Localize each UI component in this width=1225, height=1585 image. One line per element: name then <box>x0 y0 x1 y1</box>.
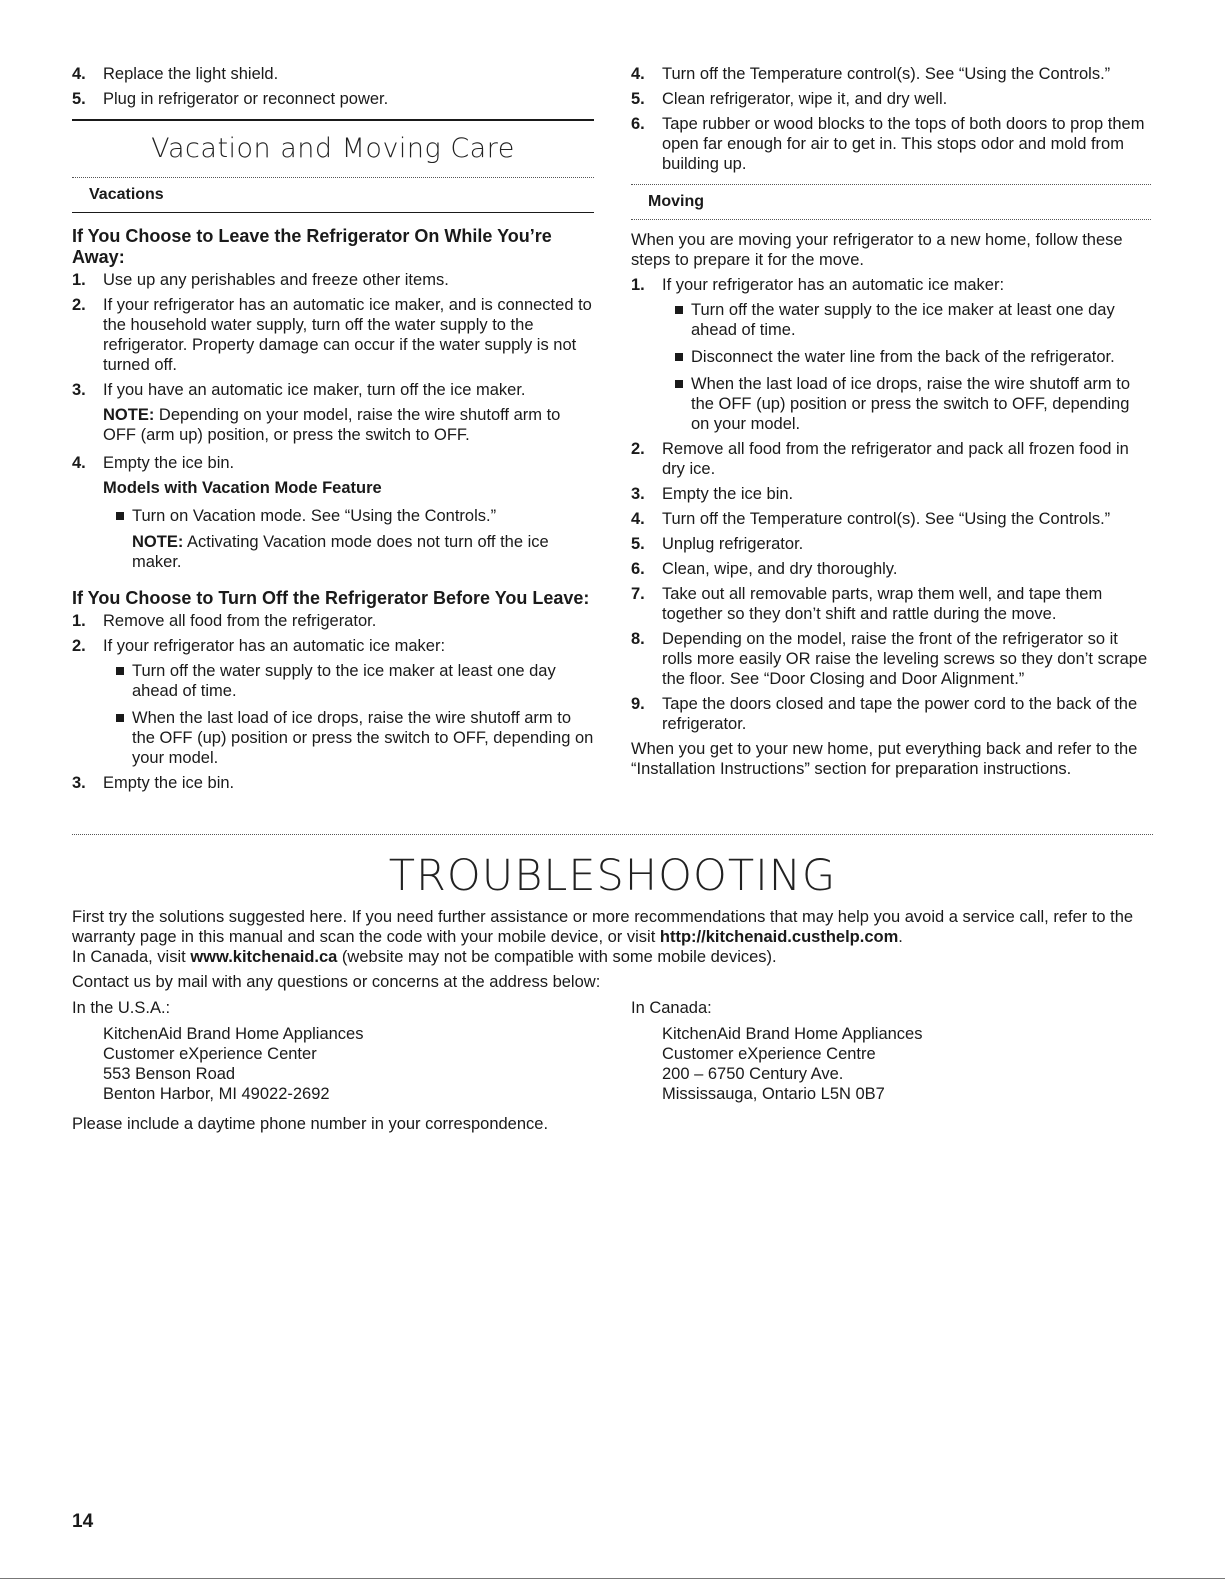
bullet-item: Turn off the water supply to the ice maker at least one day ahead of time. <box>631 300 1151 340</box>
vacations-label: Vacations <box>89 186 164 203</box>
divider <box>631 219 1151 220</box>
list-item: 2. If your refrigerator has an automatic ice maker, and is connected to the household water supply, turn off the water supply to the refrigerator. Property damage can occur if the water supply is not turned off. <box>72 296 592 374</box>
us-label: In the U.S.A.: <box>72 999 171 1017</box>
divider <box>72 212 594 213</box>
list-item: 4. Empty the ice bin. <box>72 454 235 472</box>
subsection-heading: If You Choose to Turn Off the Refrigerator Before You Leave: <box>72 588 590 608</box>
note: NOTE: Depending on your model, raise the wire shutoff arm to OFF (arm up) position, or press the switch to OFF. <box>103 406 561 444</box>
list-item: 6. Tape rubber or wood blocks to the tops of both doors to prop them open far enough for air to get in. This stops odor and mold from building up. <box>631 115 1145 173</box>
address-line: KitchenAid Brand Home Appliances <box>662 1025 923 1043</box>
address-line: Mississauga, Ontario L5N 0B7 <box>662 1085 885 1103</box>
list-item: 6. Clean, wipe, and dry thoroughly. <box>631 560 898 578</box>
address-line: KitchenAid Brand Home Appliances <box>103 1025 364 1043</box>
bullet-item: Turn off the water supply to the ice maker at least one day ahead of time. <box>72 661 594 701</box>
custhelp-link[interactable]: http://kitchenaid.custhelp.com <box>659 928 899 946</box>
list-item: 4. Turn off the Temperature control(s). See “Using the Controls.” <box>631 65 1111 83</box>
address-line: Customer eXperience Center <box>103 1045 317 1063</box>
address-line: Customer eXperience Centre <box>662 1045 876 1063</box>
divider <box>72 834 1153 835</box>
bullet-item: When the last load of ice drops, raise the wire shutoff arm to the OFF (up) position or press the switch to OFF, depending on your model. <box>72 708 594 768</box>
list-item: 7. Take out all removable parts, wrap them well, and tape them together so they don’t shift and rattle during the move. <box>631 585 1103 623</box>
right-column <box>631 64 1151 784</box>
left-column <box>72 64 594 798</box>
page-number: 14 <box>72 1511 94 1532</box>
contact-paragraph: Contact us by mail with any questions or concerns at the address below: <box>72 973 601 991</box>
section-title: Vacation and Moving Care <box>151 133 515 164</box>
list-item: 2. Remove all food from the refrigerator and pack all frozen food in dry ice. <box>631 440 1129 478</box>
address-line: 553 Benson Road <box>103 1065 236 1083</box>
bullet-icon <box>675 306 683 314</box>
list-item: 1. Use up any perishables and freeze other items. <box>72 271 449 289</box>
address-line: 200 – 6750 Century Ave. <box>662 1065 844 1083</box>
troubleshooting-title: TROUBLESHOOTING <box>388 851 837 901</box>
bullet-icon <box>116 512 124 520</box>
footer-note: Please include a daytime phone number in your correspondence. <box>72 1115 549 1133</box>
kitchenaid-ca-link[interactable]: www.kitchenaid.ca <box>190 948 338 966</box>
subsection-heading: If You Choose to Leave the Refrigerator On While You’re Away: <box>72 226 552 267</box>
list-item: 4. Replace the light shield. <box>72 65 279 83</box>
address-block <box>72 998 1153 1103</box>
troubleshooting-section <box>72 834 1153 1134</box>
bullet-icon <box>116 714 124 722</box>
list-item: 4. Turn off the Temperature control(s). See “Using the Controls.” <box>631 510 1111 528</box>
bullet-icon <box>116 667 124 675</box>
canada-paragraph: In Canada, visit www.kitchenaid.ca (website may not be compatible with some mobile devices). <box>72 948 777 966</box>
bullet-icon <box>675 380 683 388</box>
bullet-item: When the last load of ice drops, raise the wire shutoff arm to the OFF (up) position or press the switch to OFF, depending on your model. <box>631 374 1151 434</box>
intro-paragraph: First try the solutions suggested here. If you need further assistance or more recommendations that may help you avoid a service call, refer to the warranty page in this manual and scan the code with your mobile device, or visit http://kitchenaid.custhelp.com. <box>72 908 1134 946</box>
list-item: 5. Clean refrigerator, wipe it, and dry well. <box>631 90 948 108</box>
bullet-icon <box>675 353 683 361</box>
page-edge <box>0 1578 1225 1579</box>
bullet-item: Turn on Vacation mode. See “Using the Controls.” <box>72 506 594 526</box>
list-item: 1. Remove all food from the refrigerator. <box>72 612 377 630</box>
list-item: 3. Empty the ice bin. <box>72 774 235 792</box>
list-item: 5. Plug in refrigerator or reconnect power. <box>72 90 389 108</box>
list-item: 2. If your refrigerator has an automatic ice maker: <box>72 637 446 655</box>
list-item: 8. Depending on the model, raise the front of the refrigerator so it rolls more easily OR raise the leveling screws so they don’t scrape the floor. See “Door Closing and Door Alignment.” <box>631 630 1148 688</box>
address-line: Benton Harbor, MI 49022-2692 <box>103 1085 330 1103</box>
moving-intro: When you are moving your refrigerator to a new home, follow these steps to prepare it for the move. <box>631 231 1123 269</box>
canada-address <box>631 998 923 1104</box>
moving-label: Moving <box>648 193 704 210</box>
note: NOTE: Activating Vacation mode does not turn off the ice maker. <box>132 533 549 571</box>
list-item: 9. Tape the doors closed and tape the power cord to the back of the refrigerator. <box>631 695 1138 733</box>
list-item: 5. Unplug refrigerator. <box>631 535 804 553</box>
list-item: 3. Empty the ice bin. <box>631 485 794 503</box>
moving-closing: When you get to your new home, put everything back and refer to the “Installation Instructions” section for preparation instructions. <box>631 740 1138 778</box>
us-address <box>72 998 364 1104</box>
models-heading: Models with Vacation Mode Feature <box>103 479 382 497</box>
list-item: 3. If you have an automatic ice maker, turn off the ice maker. <box>72 381 526 399</box>
list-item: 1. If your refrigerator has an automatic ice maker: <box>631 276 1005 294</box>
bullet-item: Disconnect the water line from the back of the refrigerator. <box>631 347 1151 367</box>
section-rule <box>72 119 594 121</box>
canada-label: In Canada: <box>631 999 712 1017</box>
